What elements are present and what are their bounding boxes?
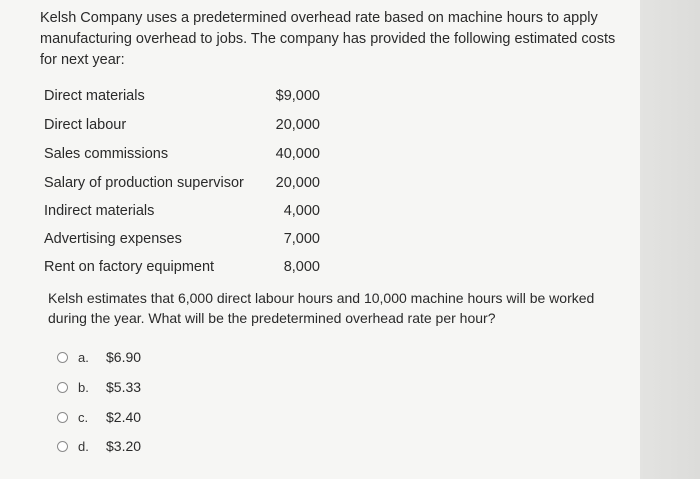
option-letter: d.	[78, 438, 89, 454]
cost-label: Salary of production supervisor	[44, 175, 244, 191]
cost-row	[44, 88, 320, 110]
cost-row	[44, 259, 320, 281]
question-text: Kelsh estimates that 6,000 direct labour hours and 10,000 machine hours will be worked during the year. What will be the predetermined overhead rate per hour?	[48, 290, 595, 326]
answer-option-a[interactable]	[57, 347, 141, 367]
cost-label: Sales commissions	[44, 146, 169, 162]
answer-option-c[interactable]	[57, 407, 141, 427]
cost-row	[44, 117, 320, 139]
option-value: $3.20	[106, 438, 142, 454]
radio-button[interactable]	[57, 382, 68, 393]
option-value: $5.33	[106, 379, 142, 395]
cost-label: Direct materials	[44, 88, 145, 104]
option-letter: a.	[78, 349, 89, 365]
page-edge	[640, 0, 700, 479]
cost-amount: 20,000	[275, 175, 320, 191]
cost-row	[44, 146, 320, 168]
option-value: $2.40	[106, 409, 142, 425]
cost-label: Advertising expenses	[44, 231, 182, 247]
cost-row	[44, 231, 320, 253]
cost-row	[44, 175, 320, 197]
radio-button[interactable]	[57, 352, 68, 363]
radio-button[interactable]	[57, 412, 68, 423]
cost-amount: 8,000	[283, 259, 320, 275]
option-letter: c.	[78, 409, 89, 425]
problem-intro: Kelsh Company uses a predetermined overhead rate based on machine hours to apply manufacturing overhead to jobs. The company has provided the following estimated costs for next year:	[40, 10, 616, 68]
cost-amount: 40,000	[275, 146, 320, 162]
cost-amount: 20,000	[275, 117, 320, 133]
cost-label: Rent on factory equipment	[44, 259, 215, 275]
option-value: $6.90	[106, 349, 142, 365]
cost-row	[44, 203, 320, 225]
cost-amount: $9,000	[275, 88, 320, 104]
cost-amount: 7,000	[283, 231, 320, 247]
option-letter: b.	[78, 379, 89, 395]
radio-button[interactable]	[57, 441, 68, 452]
cost-label: Indirect materials	[44, 203, 155, 219]
answer-option-b[interactable]	[57, 377, 141, 397]
answer-option-d[interactable]	[57, 436, 141, 456]
cost-amount: 4,000	[283, 203, 320, 219]
cost-label: Direct labour	[44, 117, 127, 133]
